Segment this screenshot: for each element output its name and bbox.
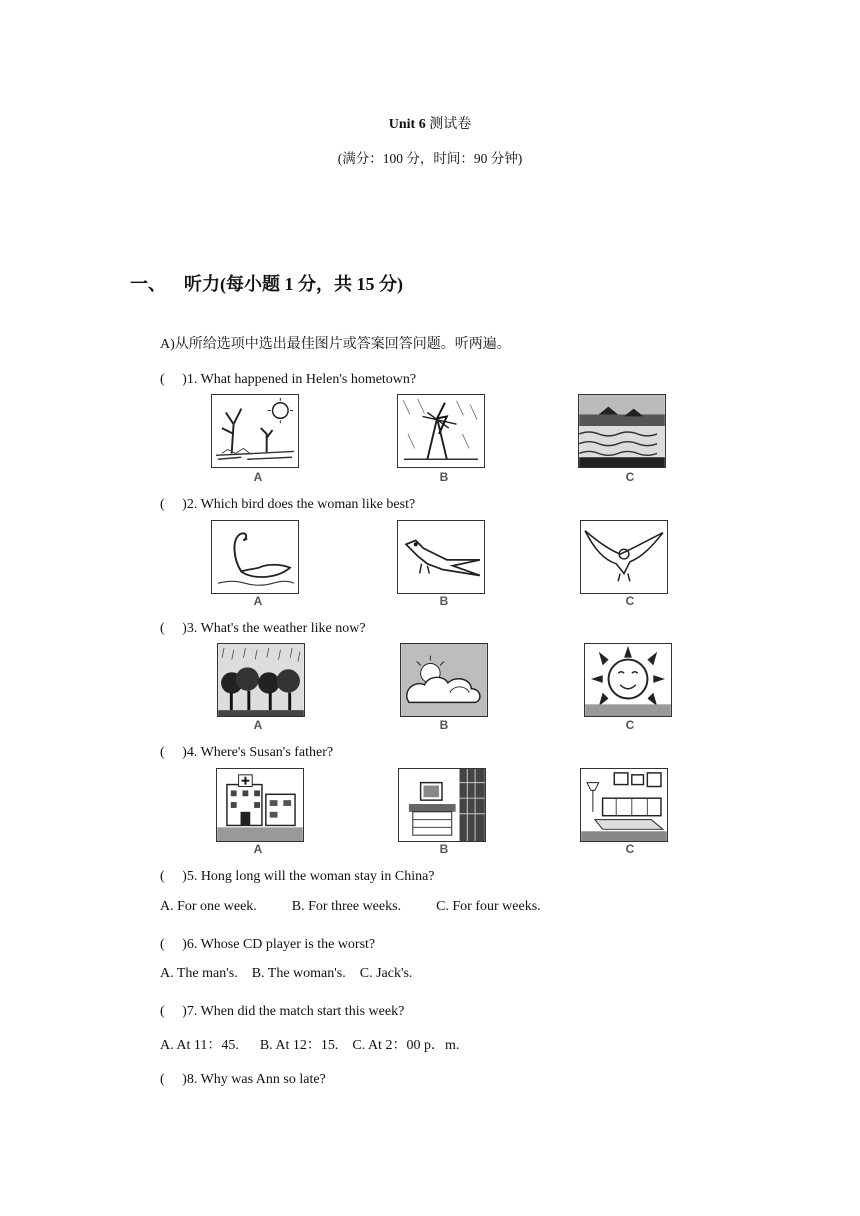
option-label: B [439, 470, 449, 484]
living-room-icon [580, 768, 668, 842]
question-7-options: A. At 11：45. B. At 12：15. C. At 2：00 p．m. [160, 1038, 460, 1053]
study-room-icon [398, 768, 486, 842]
rain-icon [217, 643, 305, 717]
question-5: ( )5. Hong long will the woman stay in China? [160, 869, 435, 884]
cloudy-icon [400, 643, 488, 717]
section-heading: 一、 听力(每小题 1 分，共 15 分) [130, 274, 403, 294]
storm-icon [397, 394, 485, 468]
page-subtitle: (满分：100 分，时间：90 分钟) [337, 151, 523, 166]
option-label: C [625, 470, 635, 484]
question-6: ( )6. Whose CD player is the worst? [160, 937, 376, 952]
option-label: A [253, 718, 263, 732]
option-label: C [625, 842, 635, 856]
drought-icon [211, 394, 299, 468]
flood-icon [578, 394, 666, 468]
question-8: ( )8. Why was Ann so late? [160, 1072, 326, 1087]
page-title: Unit 6 测试卷 [388, 117, 472, 132]
instruction-text: A)从所给选项中选出最佳图片或答案回答问题。听两遍。 [160, 337, 511, 352]
option-label: A [253, 470, 263, 484]
option-label: C [625, 718, 635, 732]
question-6-options: A. The man's. B. The woman's. C. Jack's. [160, 966, 413, 981]
sunny-icon [584, 643, 672, 717]
option-label: B [439, 842, 449, 856]
eagle-icon [580, 520, 668, 594]
option-label: C [625, 594, 635, 608]
swallow-icon [397, 520, 485, 594]
question-7: ( )7. When did the match start this week? [160, 1004, 405, 1019]
question-1: ( )1. What happened in Helen's hometown? [160, 372, 417, 387]
option-label: A [253, 594, 263, 608]
question-4: ( )4. Where's Susan's father? [160, 745, 334, 760]
swan-icon [211, 520, 299, 594]
option-label: B [439, 594, 449, 608]
question-2: ( )2. Which bird does the woman like best? [160, 497, 416, 512]
option-label: B [439, 718, 449, 732]
option-label: A [253, 842, 263, 856]
hospital-icon [216, 768, 304, 842]
question-3: ( )3. What's the weather like now? [160, 621, 366, 636]
question-5-options: A. For one week. B. For three weeks. C. For four weeks. [160, 899, 541, 914]
